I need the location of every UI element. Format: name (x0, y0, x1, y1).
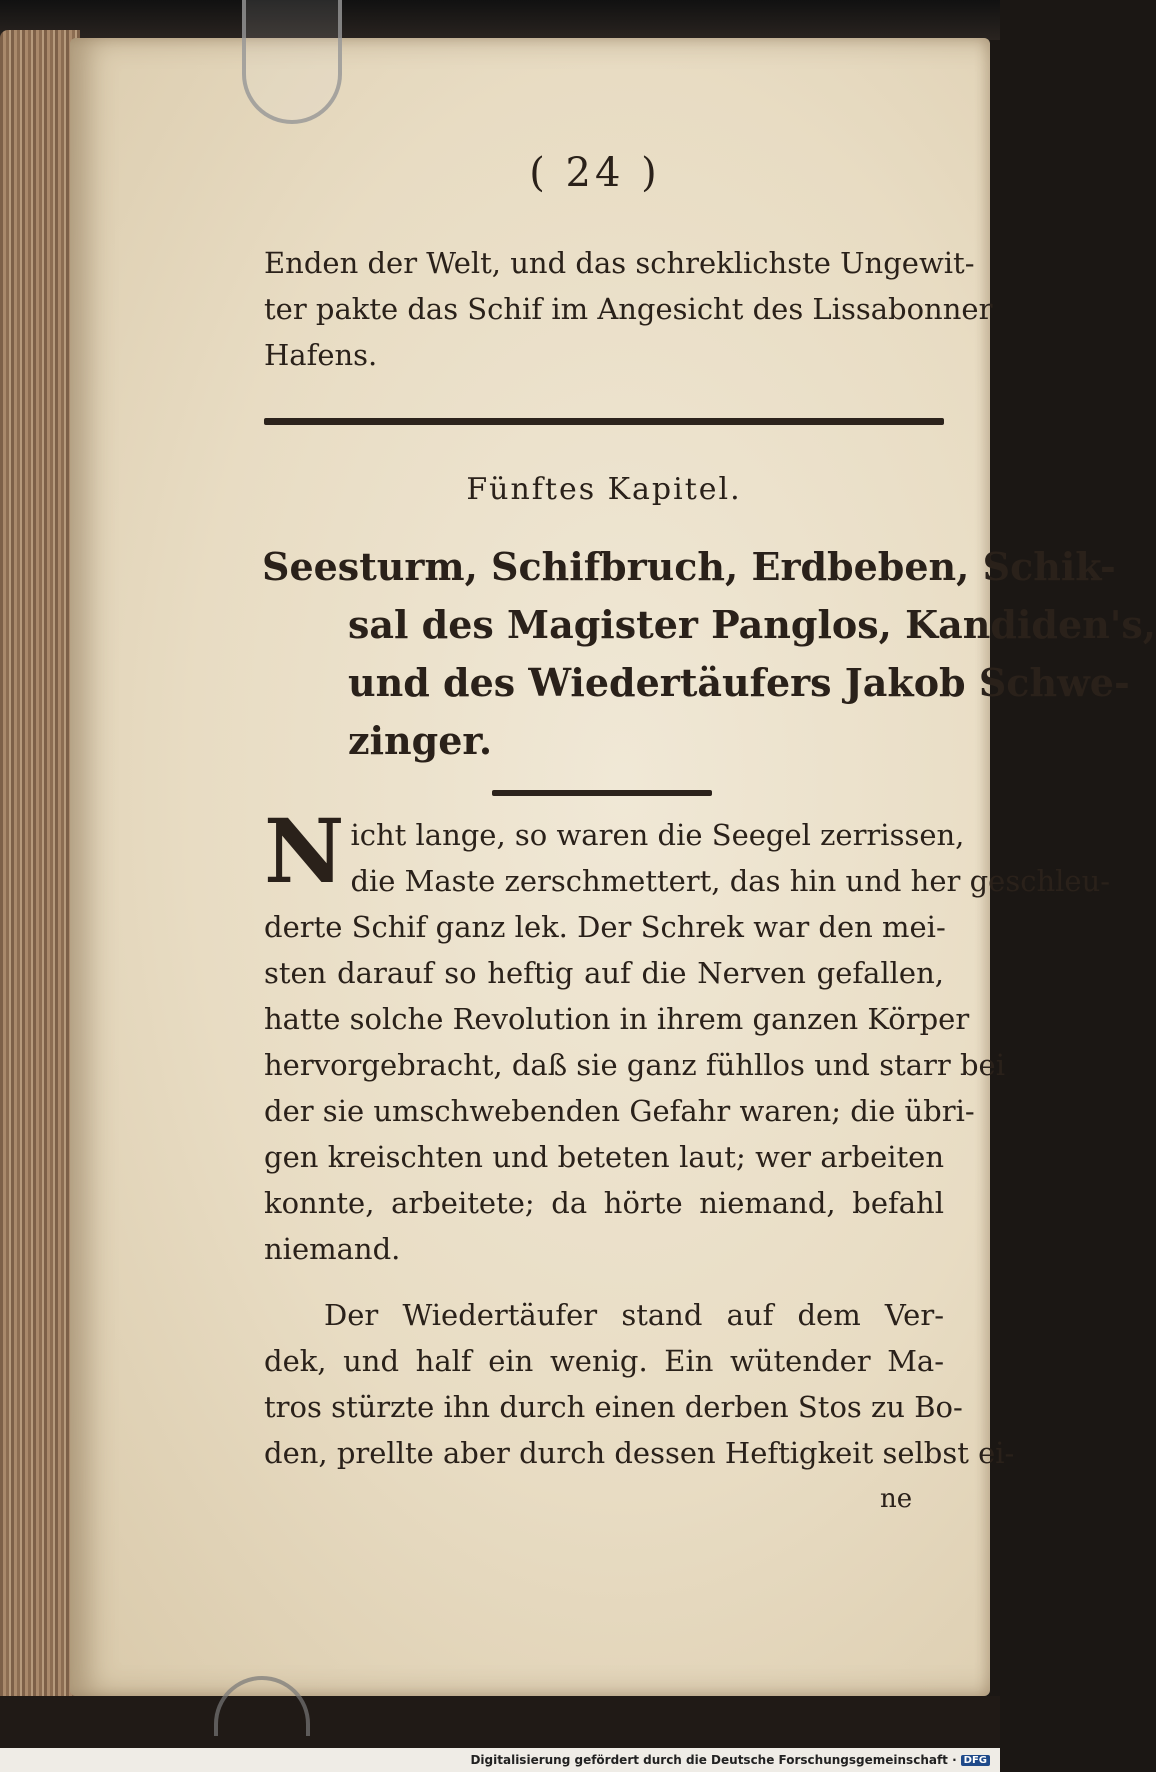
chapter-title-line: zinger. (348, 718, 493, 763)
carryover-text (264, 240, 993, 378)
chapter-title-line: Seesturm, Schifbruch, Erdbeben, Schik- (262, 544, 1116, 589)
paragraph-1 (264, 799, 1111, 1272)
section-divider (264, 418, 944, 425)
text-line: derte Schif ganz lek. Der Schrek war den mei- (264, 910, 946, 944)
title-divider (492, 790, 712, 796)
funding-note: Digitalisierung gefördert durch die Deutsche Forschungsgemeinschaft · (470, 1753, 957, 1767)
catchword: ne (880, 1484, 913, 1514)
text-line: den, prellte aber durch dessen Heftigkeit selbst ei- (264, 1436, 1015, 1470)
text-line: Enden der Welt, und das schreklichste Ungewit- (264, 246, 975, 280)
text-line: Hafens. (264, 338, 378, 372)
chapter-label: Fünftes Kapitel. (466, 472, 742, 507)
text-line: der sie umschwebenden Gefahr waren; die übri- (264, 1094, 975, 1128)
text-line: ter pakte das Schif im Angesicht des Lissabonner (264, 292, 993, 326)
text-line: niemand. (264, 1232, 401, 1266)
page-number: ( 24 ) (529, 150, 661, 196)
text-line: konnte, arbeitete; da hörte niemand, befahl (264, 1186, 944, 1220)
text-line: tros stürzte ihn durch einen derben Stos zu Bo- (264, 1390, 963, 1424)
drop-cap: N (264, 799, 345, 903)
text-line: dek, und half ein wenig. Ein wütender Ma- (264, 1344, 944, 1378)
text-line: icht lange, so waren die Seegel zerrissen, (350, 818, 965, 852)
chapter-title-line: und des Wiedertäufers Jakob Schwe- (348, 660, 1130, 705)
digitization-footer (0, 1748, 1000, 1772)
text-line: hatte solche Revolution in ihrem ganzen Körper (264, 1002, 970, 1036)
chapter-title (262, 538, 1156, 770)
chapter-title-line: sal des Magister Panglos, Kandiden's, (348, 602, 1156, 647)
text-line: sten darauf so heftig auf die Nerven gefallen, (264, 956, 944, 990)
dfg-logo: DFG (961, 1755, 990, 1766)
text-line: die Maste zerschmettert, das hin und her geschleu- (350, 864, 1111, 898)
paragraph-2 (264, 1292, 1015, 1476)
text-line: Der Wiedertäufer stand auf dem Ver- (324, 1298, 944, 1332)
text-line: hervorgebracht, daß sie ganz fühllos und starr bei (264, 1048, 1005, 1082)
text-line: gen kreischten und beteten laut; wer arbeiten (264, 1140, 944, 1174)
